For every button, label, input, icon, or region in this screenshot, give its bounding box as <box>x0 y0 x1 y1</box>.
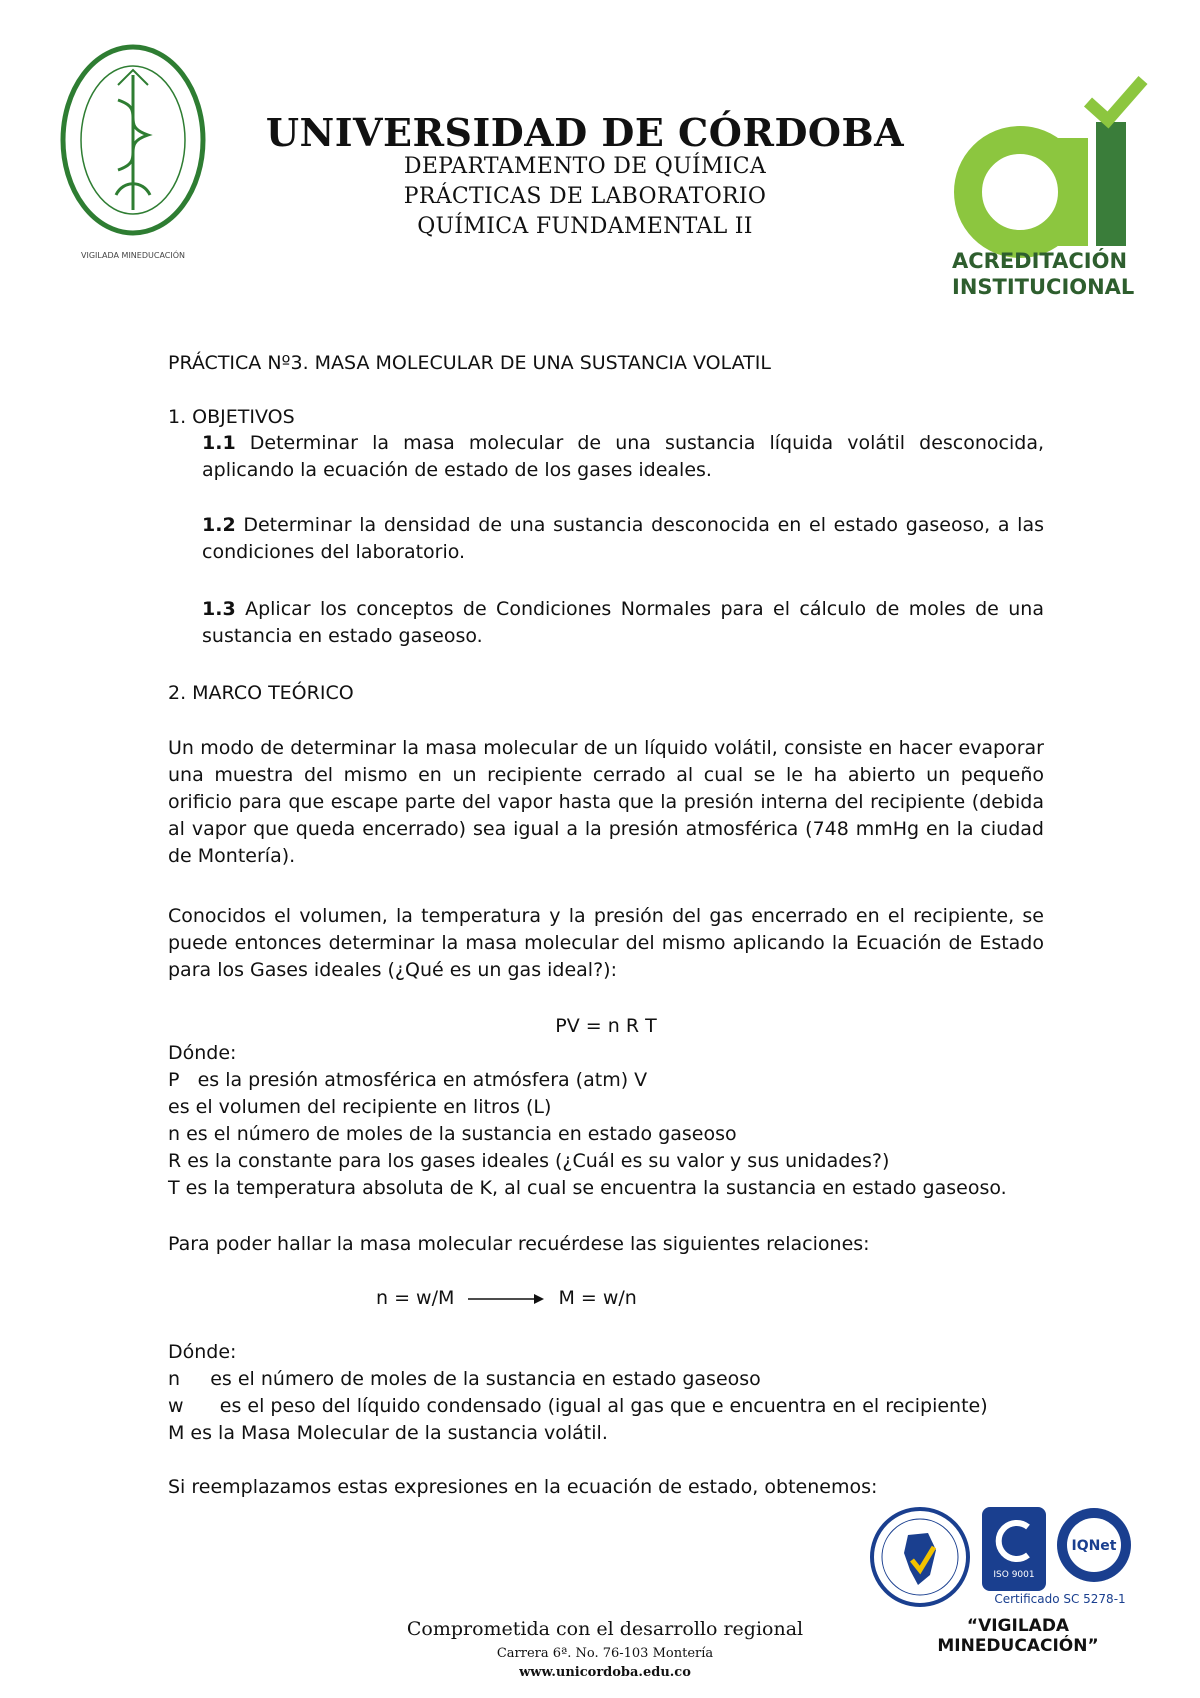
practices-title: PRÁCTICAS DE LABORATORIO <box>403 184 767 209</box>
theory-paragraph: Para poder hallar la masa molecular recuérdese las siguientes relaciones: <box>168 1233 870 1255</box>
ideal-gas-equation: PV = n R T <box>555 1015 657 1037</box>
definition-line: es el volumen del recipiente en litros (L) <box>168 1096 552 1118</box>
where-label: Dónde: <box>168 1042 237 1064</box>
objectives-heading: 1. OBJETIVOS <box>168 406 295 428</box>
definition-line: n es el número de moles de la sustancia en estado gaseoso <box>168 1368 761 1390</box>
theory-paragraph: Conocidos el volumen, la temperatura y la presión del gas encerrado en el recipiente, se puede entonces determinar la masa molecular del mismo aplicando la Ecuación de Estado para los Gases ideales (¿Qué es un gas ideal?): <box>168 905 1044 981</box>
definition-line: w es el peso del líquido condensado (igual al gas que e encuentra en el recipiente) <box>168 1395 988 1417</box>
course-name: QUÍMICA FUNDAMENTAL II <box>417 214 753 239</box>
theory-paragraph: Si reemplazamos estas expresiones en la ecuación de estado, obtenemos: <box>168 1476 878 1498</box>
definition-line: n es el número de moles de la sustancia en estado gaseoso <box>168 1123 737 1145</box>
iqnet-icon <box>1054 1505 1134 1585</box>
svg-text:ISO 9001: ISO 9001 <box>993 1570 1035 1580</box>
iso-9001-icon <box>980 1505 1048 1593</box>
definition-line: T es la temperatura absoluta de K, al cual se encuentra la sustancia en estado gaseoso. <box>168 1177 1007 1199</box>
definition-line: R es la constante para los gases ideales (¿Cuál es su valor y sus unidades?) <box>168 1150 890 1172</box>
objective-item: 1.2 Determinar la densidad de una sustancia desconocida en el estado gaseoso, a las condiciones del laboratorio. <box>202 514 1044 563</box>
footer-slogan: Comprometida con el desarrollo regional <box>406 1618 804 1640</box>
svg-text:ACREDITACIÓN: ACREDITACIÓN <box>952 249 1128 273</box>
definition-line: M es la Masa Molecular de la sustancia volátil. <box>168 1422 608 1444</box>
university-seal-logo <box>58 40 208 270</box>
colombia-seal-icon <box>868 1505 973 1615</box>
footer-address: Carrera 6ª. No. 76-103 Montería <box>496 1646 714 1661</box>
molar-relation-equation: n = w/M M = w/n <box>376 1287 637 1309</box>
certificate-number: Certificado SC 5278-1 <box>994 1592 1126 1606</box>
theory-heading: 2. MARCO TEÓRICO <box>168 682 354 704</box>
svg-text:INSTITUCIONAL: INSTITUCIONAL <box>952 275 1135 299</box>
definition-line: P es la presión atmosférica en atmósfera (atm) V <box>168 1069 648 1091</box>
vigilada-mineducacion: “VIGILADA MINEDUCACIÓN” <box>937 1616 1099 1656</box>
theory-paragraph: Un modo de determinar la masa molecular de un líquido volátil, consiste en hacer evaporar una muestra del mismo en un recipiente cerrado al cual se le ha abierto un pequeño orificio para que escape parte del vapor hasta que la presión interna del recipiente (debida al vapor que queda encerrado) sea igual a la presión atmosférica (748 mmHg en la ciudad de Montería). <box>168 737 1044 867</box>
department-name: DEPARTAMENTO DE QUÍMICA <box>403 154 767 179</box>
svg-text:IQNet: IQNet <box>1071 1538 1117 1554</box>
university-name: UNIVERSIDAD DE CÓRDOBA <box>265 110 905 155</box>
objective-item: 1.3 Aplicar los conceptos de Condiciones Normales para el cálculo de moles de una sustancia en estado gaseoso. <box>202 598 1044 647</box>
accreditation-logo <box>948 72 1148 302</box>
svg-text:VIGILADA MINEDUCACIÓN: VIGILADA MINEDUCACIÓN <box>81 251 185 260</box>
where-label: Dónde: <box>168 1341 237 1363</box>
footer-website[interactable]: www.unicordoba.edu.co <box>519 1665 691 1680</box>
objective-item: 1.1 Determinar la masa molecular de una sustancia líquida volátil desconocida, aplicando la ecuación de estado de los gases ideales. <box>202 432 1044 481</box>
arrow-right-icon <box>466 1292 546 1306</box>
practice-title: PRÁCTICA Nº3. MASA MOLECULAR DE UNA SUSTANCIA VOLATIL <box>168 352 771 374</box>
